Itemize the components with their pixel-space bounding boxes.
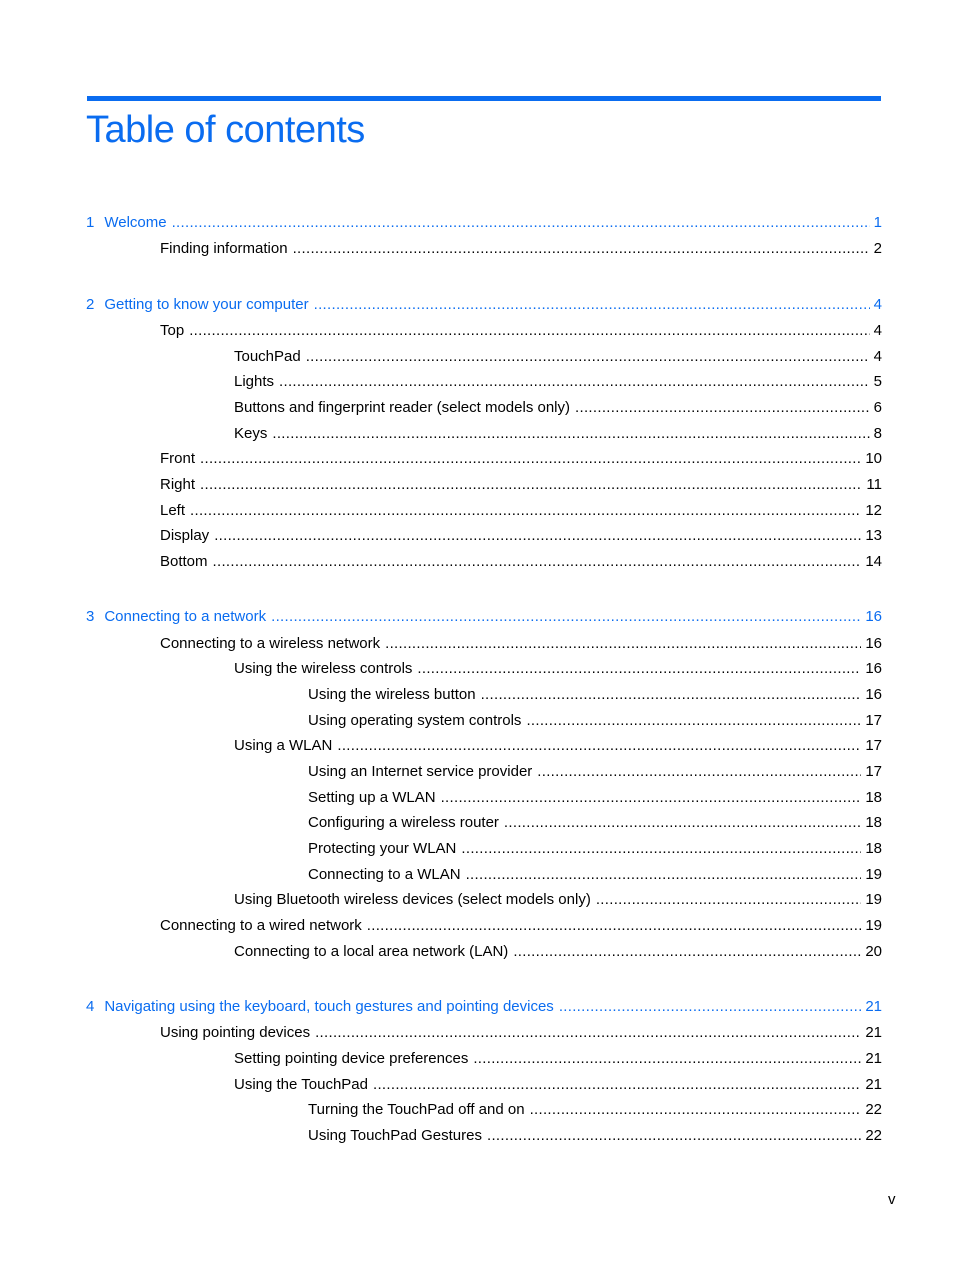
toc-page-number: 20 — [865, 943, 882, 960]
toc-entry-label: TouchPad — [234, 348, 301, 365]
toc-page-number: 21 — [865, 1076, 882, 1093]
toc-dot-leader — [306, 347, 870, 367]
toc-entry-label: Using the TouchPad — [234, 1076, 368, 1093]
toc-page-number: 19 — [865, 866, 882, 883]
toc-page-number: 8 — [873, 425, 882, 442]
toc-entry-label: Using the wireless button — [308, 686, 476, 703]
toc-dot-leader — [271, 607, 861, 627]
toc-dot-leader — [537, 762, 861, 782]
toc-entry-link[interactable] — [308, 865, 882, 885]
toc-page-number: 4 — [873, 322, 882, 339]
toc-chapter-number: 1 — [86, 214, 95, 231]
toc-entry-label: Buttons and fingerprint reader (select models only) — [234, 399, 571, 416]
toc-entry-link[interactable] — [160, 321, 882, 341]
toc-page-number: 18 — [865, 789, 882, 806]
toc-page-number: 22 — [865, 1127, 882, 1144]
toc-entry-label: Using the wireless controls — [234, 660, 413, 677]
toc-page-number: 18 — [865, 840, 882, 857]
toc-entry-label: Lights — [234, 373, 275, 390]
toc-entry-link[interactable] — [160, 552, 882, 572]
toc-dot-leader — [337, 736, 861, 756]
toc-entry-link[interactable] — [234, 942, 882, 962]
toc-entry-link[interactable] — [308, 813, 882, 833]
toc-dot-leader — [473, 1049, 861, 1069]
toc-entry-link[interactable] — [234, 1075, 882, 1095]
toc-chapter-link[interactable] — [86, 213, 882, 233]
toc-page-number: 16 — [865, 608, 882, 625]
toc-page-number: 6 — [873, 399, 882, 416]
toc-entry-label: Setting up a WLAN — [308, 789, 436, 806]
toc-page-number: 4 — [873, 348, 882, 365]
toc-entry-label: Connecting to a wired network — [160, 917, 362, 934]
toc-dot-leader — [526, 711, 861, 731]
toc-entry-link[interactable] — [160, 239, 882, 259]
toc-dot-leader — [487, 1126, 861, 1146]
toc-dot-leader — [190, 501, 861, 521]
toc-dot-leader — [279, 372, 870, 392]
toc-entry-label: Setting pointing device preferences — [234, 1050, 469, 1067]
toc-page-number: 16 — [865, 686, 882, 703]
toc-dot-leader — [385, 634, 861, 654]
page-title: Table of contents — [86, 109, 365, 151]
toc-dot-leader — [461, 839, 861, 859]
toc-entry-label: Connecting to a wireless network — [160, 635, 381, 652]
toc-dot-leader — [466, 865, 862, 885]
toc-chapter-number: 3 — [86, 608, 95, 625]
toc-page-number: 21 — [865, 1050, 882, 1067]
toc-dot-leader — [172, 213, 870, 233]
toc-dot-leader — [575, 398, 870, 418]
toc-entry-link[interactable] — [160, 501, 882, 521]
toc-dot-leader — [200, 449, 861, 469]
toc-entry-link[interactable] — [234, 424, 882, 444]
toc-dot-leader — [417, 659, 861, 679]
toc-entry-label: Using a WLAN — [234, 737, 333, 754]
toc-entry-label: Left — [160, 502, 186, 519]
toc-entry-link[interactable] — [160, 475, 882, 495]
toc-chapter-link[interactable] — [86, 607, 882, 627]
toc-entry-link[interactable] — [308, 1126, 882, 1146]
toc-entry-link[interactable] — [160, 449, 882, 469]
toc-dot-leader — [504, 813, 861, 833]
toc-page-number: 13 — [865, 527, 882, 544]
toc-entry-label: Welcome — [104, 214, 167, 231]
toc-chapter-number: 2 — [86, 296, 95, 313]
toc-entry-label: Configuring a wireless router — [308, 814, 499, 831]
toc-page-number: 10 — [865, 450, 882, 467]
toc-entry-label: Navigating using the keyboard, touch gestures and pointing devices — [104, 998, 554, 1015]
toc-page-number: 11 — [866, 476, 882, 493]
toc-page-number: 17 — [865, 737, 882, 754]
toc-dot-leader — [200, 475, 862, 495]
toc-page-number: 17 — [865, 763, 882, 780]
toc-dot-leader — [513, 942, 861, 962]
toc-page-number: 4 — [873, 296, 882, 313]
toc-page-number: 5 — [873, 373, 882, 390]
toc-page-number: 19 — [865, 917, 882, 934]
toc-entry-label: Bottom — [160, 553, 208, 570]
toc-page-number: 12 — [865, 502, 882, 519]
toc-entry-label: Connecting to a WLAN — [308, 866, 461, 883]
toc-dot-leader — [315, 1023, 861, 1043]
toc-entry-link[interactable] — [308, 839, 882, 859]
toc-dot-leader — [314, 295, 870, 315]
toc-page-number: 21 — [865, 998, 882, 1015]
toc-entry-link[interactable] — [160, 916, 882, 936]
toc-dot-leader — [213, 552, 862, 572]
toc-chapter-link[interactable] — [86, 295, 882, 315]
toc-entry-link[interactable] — [234, 398, 882, 418]
page-number: v — [888, 1191, 896, 1208]
toc-entry-label: Right — [160, 476, 196, 493]
toc-entry-label: Using an Internet service provider — [308, 763, 533, 780]
toc-entry-label: Connecting to a network — [104, 608, 267, 625]
toc-entry-label: Finding information — [160, 240, 288, 257]
toc-dot-leader — [596, 890, 861, 910]
toc-chapter-number: 4 — [86, 998, 95, 1015]
toc-dot-leader — [441, 788, 862, 808]
toc-entry-label: Turning the TouchPad off and on — [308, 1101, 525, 1118]
toc-entry-label: Using Bluetooth wireless devices (select models only) — [234, 891, 591, 908]
toc-entry-label: Keys — [234, 425, 268, 442]
toc-dot-leader — [559, 997, 862, 1017]
toc-page-number: 2 — [873, 240, 882, 257]
toc-entry-label: Top — [160, 322, 185, 339]
toc-dot-leader — [189, 321, 869, 341]
toc-entry-link[interactable] — [308, 788, 882, 808]
toc-page-number: 17 — [865, 712, 882, 729]
toc-entry-link[interactable] — [160, 1023, 882, 1043]
toc-dot-leader — [272, 424, 869, 444]
toc-entry-label: Using operating system controls — [308, 712, 522, 729]
toc-entry-link[interactable] — [234, 1049, 882, 1069]
toc-entry-link[interactable] — [308, 762, 882, 782]
toc-entry-link[interactable] — [234, 372, 882, 392]
toc-entry-label: Using TouchPad Gestures — [308, 1127, 482, 1144]
toc-entry-link[interactable] — [160, 526, 882, 546]
toc-dot-leader — [530, 1100, 862, 1120]
toc-entry-label: Connecting to a local area network (LAN) — [234, 943, 509, 960]
toc-entry-link[interactable] — [234, 736, 882, 756]
toc-entry-link[interactable] — [160, 634, 882, 654]
toc-page-number: 16 — [865, 660, 882, 677]
toc-dot-leader — [293, 239, 870, 259]
toc-entry-link[interactable] — [234, 347, 882, 367]
toc-entry-link[interactable] — [308, 711, 882, 731]
toc-entry-label: Display — [160, 527, 210, 544]
toc-entry-label: Using pointing devices — [160, 1024, 311, 1041]
toc-page-number: 1 — [873, 214, 882, 231]
toc-chapter-link[interactable] — [86, 997, 882, 1017]
toc-entry-link[interactable] — [234, 890, 882, 910]
toc-entry-link[interactable] — [308, 685, 882, 705]
toc-entry-link[interactable] — [308, 1100, 882, 1120]
toc-entry-label: Protecting your WLAN — [308, 840, 457, 857]
toc-entry-link[interactable] — [234, 659, 882, 679]
toc-page-number: 16 — [865, 635, 882, 652]
toc-page-number: 19 — [865, 891, 882, 908]
toc-dot-leader — [367, 916, 862, 936]
toc-entry-label: Front — [160, 450, 196, 467]
toc-page-number: 22 — [865, 1101, 882, 1118]
toc-page-number: 14 — [865, 553, 882, 570]
toc-dot-leader — [214, 526, 861, 546]
toc-dot-leader — [373, 1075, 861, 1095]
toc-page-number: 18 — [865, 814, 882, 831]
toc-dot-leader — [481, 685, 862, 705]
toc-entry-label: Getting to know your computer — [104, 296, 309, 313]
toc-page-number: 21 — [865, 1024, 882, 1041]
